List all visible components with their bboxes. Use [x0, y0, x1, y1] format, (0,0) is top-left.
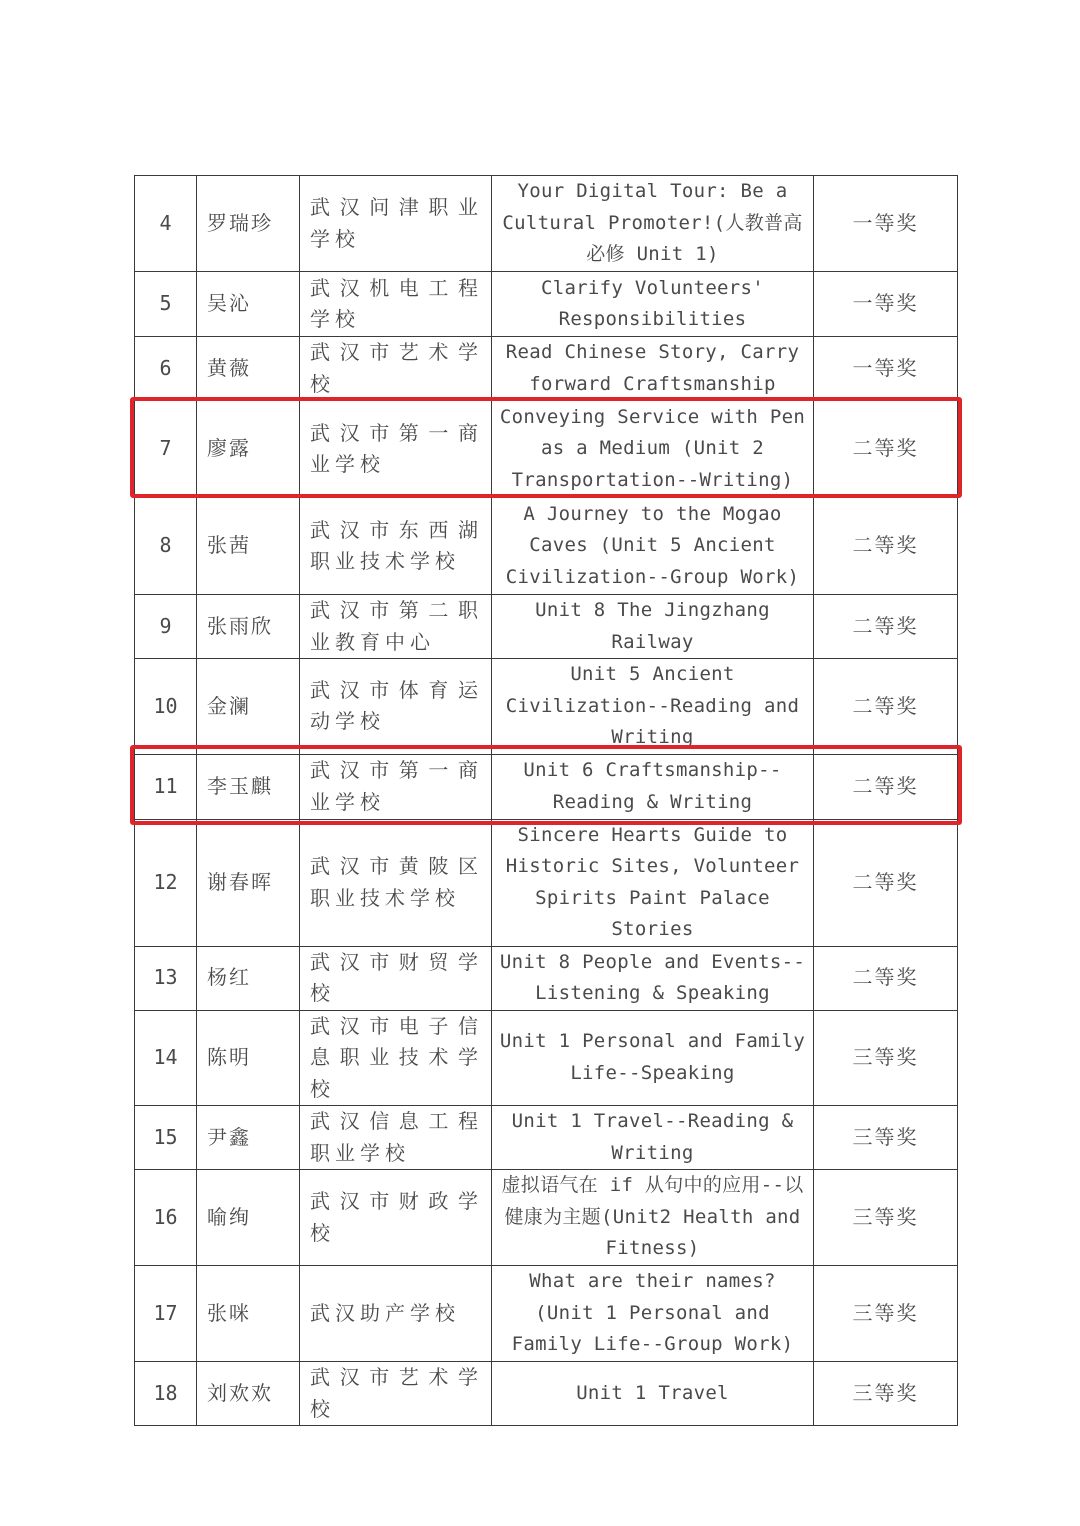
teacher-name: 喻绚: [197, 1170, 300, 1266]
lesson-title: A Journey to the Mogao Caves (Unit 5 Ancient Civilization--Group Work): [492, 498, 814, 595]
school-name: 武汉市艺术学校: [300, 337, 492, 401]
lesson-title: Unit 1 Personal and Family Life--Speaking: [492, 1010, 814, 1106]
award-level: 二等奖: [814, 498, 958, 595]
lesson-title: Clarify Volunteers' Responsibilities: [492, 272, 814, 337]
award-level: 一等奖: [814, 337, 958, 401]
award-level: 二等奖: [814, 946, 958, 1010]
lesson-title: Unit 8 The Jingzhang Railway: [492, 595, 814, 659]
lesson-title: 虚拟语气在 if 从句中的应用--以健康为主题(Unit2 Health and Fitness): [492, 1170, 814, 1266]
teacher-name: 谢春晖: [197, 819, 300, 946]
row-number: 12: [135, 819, 197, 946]
lesson-title: Unit 1 Travel: [492, 1362, 814, 1426]
award-level: 一等奖: [814, 176, 958, 272]
table-row: [135, 946, 958, 1010]
school-name: 武汉市黄陂区职业技术学校: [300, 819, 492, 946]
award-level: 三等奖: [814, 1362, 958, 1426]
award-level: 三等奖: [814, 1170, 958, 1266]
award-level: 二等奖: [814, 659, 958, 755]
award-table: [134, 175, 958, 1426]
lesson-title: What are their names? (Unit 1 Personal and Family Life--Group Work): [492, 1266, 814, 1362]
row-number: 14: [135, 1010, 197, 1106]
award-level: 二等奖: [814, 595, 958, 659]
teacher-name: 刘欢欢: [197, 1362, 300, 1426]
school-name: 武汉机电工程学校: [300, 272, 492, 337]
lesson-title: Unit 5 Ancient Civilization--Reading and Writing: [492, 659, 814, 755]
school-name: 武汉市体育运动学校: [300, 659, 492, 755]
table-row: [135, 498, 958, 595]
teacher-name: 李玉麒: [197, 754, 300, 819]
teacher-name: 陈明: [197, 1010, 300, 1106]
school-name: 武汉市第二职业教育中心: [300, 595, 492, 659]
teacher-name: 吴沁: [197, 272, 300, 337]
school-name: 武汉市艺术学校: [300, 1362, 492, 1426]
teacher-name: 张咪: [197, 1266, 300, 1362]
school-name: 武汉问津职业学校: [300, 176, 492, 272]
table-row: [135, 659, 958, 755]
table-row: [135, 819, 958, 946]
lesson-title: Read Chinese Story, Carry forward Craftsmanship: [492, 337, 814, 401]
row-number: 10: [135, 659, 197, 755]
teacher-name: 尹鑫: [197, 1106, 300, 1170]
school-name: 武汉市第一商业学校: [300, 401, 492, 498]
school-name: 武汉市电子信息职业技术学校: [300, 1010, 492, 1106]
row-number: 5: [135, 272, 197, 337]
row-number: 16: [135, 1170, 197, 1266]
table-row: [135, 1266, 958, 1362]
award-table-body: [135, 176, 958, 1426]
row-number: 15: [135, 1106, 197, 1170]
school-name: 武汉市财贸学校: [300, 946, 492, 1010]
award-level: 三等奖: [814, 1106, 958, 1170]
table-row: [135, 401, 958, 498]
teacher-name: 罗瑞珍: [197, 176, 300, 272]
table-row: [135, 754, 958, 819]
teacher-name: 张雨欣: [197, 595, 300, 659]
school-name: 武汉信息工程职业学校: [300, 1106, 492, 1170]
school-name: 武汉助产学校: [300, 1266, 492, 1362]
table-row: [135, 1362, 958, 1426]
lesson-title: Your Digital Tour: Be a Cultural Promoter!(人教普高必修 Unit 1): [492, 176, 814, 272]
table-row: [135, 595, 958, 659]
row-number: 18: [135, 1362, 197, 1426]
row-number: 4: [135, 176, 197, 272]
school-name: 武汉市第一商业学校: [300, 754, 492, 819]
lesson-title: Unit 8 People and Events--Listening & Speaking: [492, 946, 814, 1010]
row-number: 9: [135, 595, 197, 659]
teacher-name: 黄薇: [197, 337, 300, 401]
award-level: 三等奖: [814, 1266, 958, 1362]
table-row: [135, 1106, 958, 1170]
table-row: [135, 1010, 958, 1106]
school-name: 武汉市财政学校: [300, 1170, 492, 1266]
award-level: 二等奖: [814, 819, 958, 946]
award-level: 二等奖: [814, 754, 958, 819]
teacher-name: 金澜: [197, 659, 300, 755]
table-row: [135, 337, 958, 401]
row-number: 11: [135, 754, 197, 819]
award-level: 二等奖: [814, 401, 958, 498]
award-level: 一等奖: [814, 272, 958, 337]
lesson-title: Unit 1 Travel--Reading & Writing: [492, 1106, 814, 1170]
table-row: [135, 1170, 958, 1266]
table-row: [135, 176, 958, 272]
teacher-name: 廖露: [197, 401, 300, 498]
row-number: 8: [135, 498, 197, 595]
award-level: 三等奖: [814, 1010, 958, 1106]
lesson-title: Unit 6 Craftsmanship--Reading & Writing: [492, 754, 814, 819]
table-row: [135, 272, 958, 337]
lesson-title: Conveying Service with Pen as a Medium (Unit 2 Transportation--Writing): [492, 401, 814, 498]
teacher-name: 张茜: [197, 498, 300, 595]
lesson-title: Sincere Hearts Guide to Historic Sites, Volunteer Spirits Paint Palace Stories: [492, 819, 814, 946]
school-name: 武汉市东西湖职业技术学校: [300, 498, 492, 595]
row-number: 13: [135, 946, 197, 1010]
row-number: 6: [135, 337, 197, 401]
teacher-name: 杨红: [197, 946, 300, 1010]
row-number: 17: [135, 1266, 197, 1362]
row-number: 7: [135, 401, 197, 498]
